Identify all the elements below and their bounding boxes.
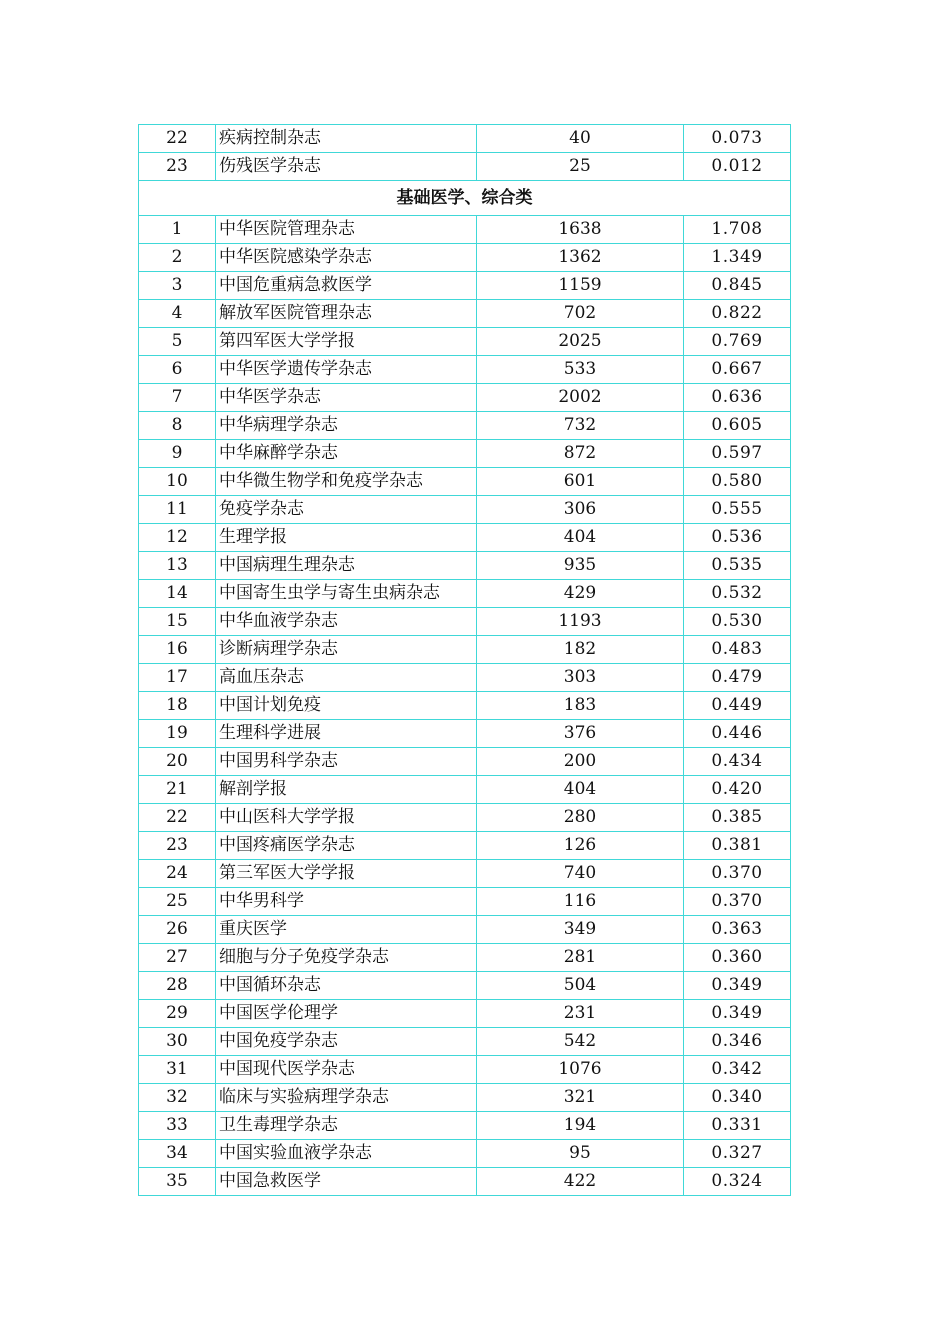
citation-count-cell: 504 xyxy=(477,972,684,1000)
table-row xyxy=(139,272,791,300)
rank-cell: 10 xyxy=(139,468,216,496)
table-row xyxy=(139,440,791,468)
rank-cell: 28 xyxy=(139,972,216,1000)
impact-factor-cell: 1.349 xyxy=(684,244,791,272)
impact-factor-cell: 0.370 xyxy=(684,860,791,888)
journal-name-cell: 中山医科大学学报 xyxy=(216,804,477,832)
rank-cell: 7 xyxy=(139,384,216,412)
citation-count-cell: 533 xyxy=(477,356,684,384)
table-row xyxy=(139,1168,791,1196)
journal-name-cell: 第三军医大学学报 xyxy=(216,860,477,888)
citation-count-cell: 231 xyxy=(477,1000,684,1028)
table-row xyxy=(139,804,791,832)
rank-cell: 22 xyxy=(139,804,216,832)
citation-count-cell: 2025 xyxy=(477,328,684,356)
rank-cell: 18 xyxy=(139,692,216,720)
impact-factor-cell: 0.580 xyxy=(684,468,791,496)
impact-factor-cell: 0.370 xyxy=(684,888,791,916)
journal-name-cell: 中国疼痛医学杂志 xyxy=(216,832,477,860)
table-row xyxy=(139,412,791,440)
journal-name-cell: 中国免疫学杂志 xyxy=(216,1028,477,1056)
rank-cell: 32 xyxy=(139,1084,216,1112)
citation-count-cell: 116 xyxy=(477,888,684,916)
citation-count-cell: 200 xyxy=(477,748,684,776)
rank-cell: 8 xyxy=(139,412,216,440)
journal-name-cell: 高血压杂志 xyxy=(216,664,477,692)
section-row xyxy=(139,181,791,216)
table-row xyxy=(139,328,791,356)
impact-factor-cell: 0.667 xyxy=(684,356,791,384)
citation-count-cell: 25 xyxy=(477,153,684,181)
table-row xyxy=(139,664,791,692)
table-row xyxy=(139,692,791,720)
journal-ranking-table xyxy=(138,124,791,1196)
journal-name-cell: 生理科学进展 xyxy=(216,720,477,748)
citation-count-cell: 1076 xyxy=(477,1056,684,1084)
citation-count-cell: 349 xyxy=(477,916,684,944)
impact-factor-cell: 0.327 xyxy=(684,1140,791,1168)
impact-factor-cell: 0.360 xyxy=(684,944,791,972)
rank-cell: 17 xyxy=(139,664,216,692)
table-row xyxy=(139,468,791,496)
citation-count-cell: 376 xyxy=(477,720,684,748)
impact-factor-cell: 0.349 xyxy=(684,1000,791,1028)
journal-name-cell: 中华麻醉学杂志 xyxy=(216,440,477,468)
journal-name-cell: 中国男科学杂志 xyxy=(216,748,477,776)
journal-name-cell: 临床与实验病理学杂志 xyxy=(216,1084,477,1112)
table-row xyxy=(139,216,791,244)
citation-count-cell: 732 xyxy=(477,412,684,440)
citation-count-cell: 1193 xyxy=(477,608,684,636)
journal-name-cell: 中华医院感染学杂志 xyxy=(216,244,477,272)
citation-count-cell: 422 xyxy=(477,1168,684,1196)
table-row xyxy=(139,580,791,608)
journal-name-cell: 中国计划免疫 xyxy=(216,692,477,720)
rank-cell: 22 xyxy=(139,125,216,153)
journal-name-cell: 中国循环杂志 xyxy=(216,972,477,1000)
table-row xyxy=(139,944,791,972)
rank-cell: 23 xyxy=(139,832,216,860)
table-row xyxy=(139,524,791,552)
journal-name-cell: 中国危重病急救医学 xyxy=(216,272,477,300)
journal-name-cell: 细胞与分子免疫学杂志 xyxy=(216,944,477,972)
rank-cell: 1 xyxy=(139,216,216,244)
citation-count-cell: 404 xyxy=(477,524,684,552)
rank-cell: 9 xyxy=(139,440,216,468)
table-body xyxy=(139,125,791,1196)
impact-factor-cell: 0.530 xyxy=(684,608,791,636)
citation-count-cell: 935 xyxy=(477,552,684,580)
impact-factor-cell: 0.449 xyxy=(684,692,791,720)
impact-factor-cell: 0.363 xyxy=(684,916,791,944)
rank-cell: 24 xyxy=(139,860,216,888)
citation-count-cell: 2002 xyxy=(477,384,684,412)
journal-name-cell: 解放军医院管理杂志 xyxy=(216,300,477,328)
section-heading: 基础医学、综合类 xyxy=(139,181,791,216)
table-row xyxy=(139,125,791,153)
citation-count-cell: 872 xyxy=(477,440,684,468)
impact-factor-cell: 0.769 xyxy=(684,328,791,356)
journal-name-cell: 诊断病理学杂志 xyxy=(216,636,477,664)
journal-name-cell: 中国急救医学 xyxy=(216,1168,477,1196)
journal-name-cell: 中华病理学杂志 xyxy=(216,412,477,440)
table-row xyxy=(139,720,791,748)
citation-count-cell: 321 xyxy=(477,1084,684,1112)
table-row xyxy=(139,636,791,664)
impact-factor-cell: 0.349 xyxy=(684,972,791,1000)
rank-cell: 23 xyxy=(139,153,216,181)
citation-count-cell: 183 xyxy=(477,692,684,720)
journal-name-cell: 卫生毒理学杂志 xyxy=(216,1112,477,1140)
impact-factor-cell: 0.605 xyxy=(684,412,791,440)
journal-name-cell: 中华微生物学和免疫学杂志 xyxy=(216,468,477,496)
rank-cell: 5 xyxy=(139,328,216,356)
rank-cell: 19 xyxy=(139,720,216,748)
journal-name-cell: 中华医院管理杂志 xyxy=(216,216,477,244)
impact-factor-cell: 0.381 xyxy=(684,832,791,860)
table-row xyxy=(139,860,791,888)
citation-count-cell: 95 xyxy=(477,1140,684,1168)
table-row xyxy=(139,972,791,1000)
table-row xyxy=(139,776,791,804)
table-row xyxy=(139,888,791,916)
rank-cell: 14 xyxy=(139,580,216,608)
impact-factor-cell: 0.385 xyxy=(684,804,791,832)
rank-cell: 29 xyxy=(139,1000,216,1028)
journal-name-cell: 中国现代医学杂志 xyxy=(216,1056,477,1084)
journal-name-cell: 中华医学遗传学杂志 xyxy=(216,356,477,384)
impact-factor-cell: 0.012 xyxy=(684,153,791,181)
table-row xyxy=(139,1028,791,1056)
impact-factor-cell: 0.446 xyxy=(684,720,791,748)
table-row xyxy=(139,300,791,328)
rank-cell: 26 xyxy=(139,916,216,944)
table-row xyxy=(139,1084,791,1112)
impact-factor-cell: 0.483 xyxy=(684,636,791,664)
rank-cell: 30 xyxy=(139,1028,216,1056)
rank-cell: 21 xyxy=(139,776,216,804)
table-row xyxy=(139,356,791,384)
table-row xyxy=(139,608,791,636)
rank-cell: 2 xyxy=(139,244,216,272)
table-row xyxy=(139,748,791,776)
table-row xyxy=(139,1140,791,1168)
rank-cell: 31 xyxy=(139,1056,216,1084)
table-row xyxy=(139,153,791,181)
impact-factor-cell: 0.536 xyxy=(684,524,791,552)
impact-factor-cell: 0.822 xyxy=(684,300,791,328)
citation-count-cell: 740 xyxy=(477,860,684,888)
impact-factor-cell: 0.434 xyxy=(684,748,791,776)
impact-factor-cell: 0.331 xyxy=(684,1112,791,1140)
citation-count-cell: 542 xyxy=(477,1028,684,1056)
journal-name-cell: 中国寄生虫学与寄生虫病杂志 xyxy=(216,580,477,608)
journal-name-cell: 中华医学杂志 xyxy=(216,384,477,412)
citation-count-cell: 281 xyxy=(477,944,684,972)
impact-factor-cell: 0.555 xyxy=(684,496,791,524)
table-row xyxy=(139,832,791,860)
rank-cell: 27 xyxy=(139,944,216,972)
journal-name-cell: 免疫学杂志 xyxy=(216,496,477,524)
journal-name-cell: 重庆医学 xyxy=(216,916,477,944)
rank-cell: 33 xyxy=(139,1112,216,1140)
impact-factor-cell: 0.535 xyxy=(684,552,791,580)
journal-name-cell: 中华男科学 xyxy=(216,888,477,916)
journal-name-cell: 伤残医学杂志 xyxy=(216,153,477,181)
impact-factor-cell: 1.708 xyxy=(684,216,791,244)
journal-name-cell: 解剖学报 xyxy=(216,776,477,804)
impact-factor-cell: 0.324 xyxy=(684,1168,791,1196)
table-row xyxy=(139,244,791,272)
citation-count-cell: 1362 xyxy=(477,244,684,272)
table-row xyxy=(139,1112,791,1140)
citation-count-cell: 404 xyxy=(477,776,684,804)
citation-count-cell: 303 xyxy=(477,664,684,692)
rank-cell: 3 xyxy=(139,272,216,300)
impact-factor-cell: 0.342 xyxy=(684,1056,791,1084)
rank-cell: 15 xyxy=(139,608,216,636)
journal-name-cell: 生理学报 xyxy=(216,524,477,552)
citation-count-cell: 280 xyxy=(477,804,684,832)
rank-cell: 34 xyxy=(139,1140,216,1168)
citation-count-cell: 40 xyxy=(477,125,684,153)
rank-cell: 6 xyxy=(139,356,216,384)
rank-cell: 12 xyxy=(139,524,216,552)
impact-factor-cell: 0.420 xyxy=(684,776,791,804)
impact-factor-cell: 0.597 xyxy=(684,440,791,468)
impact-factor-cell: 0.532 xyxy=(684,580,791,608)
citation-count-cell: 182 xyxy=(477,636,684,664)
table-row xyxy=(139,916,791,944)
journal-ranking-sheet xyxy=(138,124,790,1196)
rank-cell: 20 xyxy=(139,748,216,776)
journal-name-cell: 第四军医大学学报 xyxy=(216,328,477,356)
citation-count-cell: 429 xyxy=(477,580,684,608)
impact-factor-cell: 0.073 xyxy=(684,125,791,153)
rank-cell: 11 xyxy=(139,496,216,524)
table-row xyxy=(139,496,791,524)
journal-name-cell: 中国病理生理杂志 xyxy=(216,552,477,580)
rank-cell: 13 xyxy=(139,552,216,580)
table-row xyxy=(139,552,791,580)
citation-count-cell: 194 xyxy=(477,1112,684,1140)
citation-count-cell: 702 xyxy=(477,300,684,328)
citation-count-cell: 1159 xyxy=(477,272,684,300)
journal-name-cell: 中国医学伦理学 xyxy=(216,1000,477,1028)
impact-factor-cell: 0.340 xyxy=(684,1084,791,1112)
rank-cell: 35 xyxy=(139,1168,216,1196)
journal-name-cell: 中华血液学杂志 xyxy=(216,608,477,636)
rank-cell: 4 xyxy=(139,300,216,328)
table-row xyxy=(139,384,791,412)
impact-factor-cell: 0.479 xyxy=(684,664,791,692)
rank-cell: 25 xyxy=(139,888,216,916)
citation-count-cell: 1638 xyxy=(477,216,684,244)
impact-factor-cell: 0.636 xyxy=(684,384,791,412)
impact-factor-cell: 0.845 xyxy=(684,272,791,300)
impact-factor-cell: 0.346 xyxy=(684,1028,791,1056)
rank-cell: 16 xyxy=(139,636,216,664)
table-row xyxy=(139,1056,791,1084)
table-row xyxy=(139,1000,791,1028)
citation-count-cell: 126 xyxy=(477,832,684,860)
journal-name-cell: 疾病控制杂志 xyxy=(216,125,477,153)
journal-name-cell: 中国实验血液学杂志 xyxy=(216,1140,477,1168)
citation-count-cell: 601 xyxy=(477,468,684,496)
citation-count-cell: 306 xyxy=(477,496,684,524)
